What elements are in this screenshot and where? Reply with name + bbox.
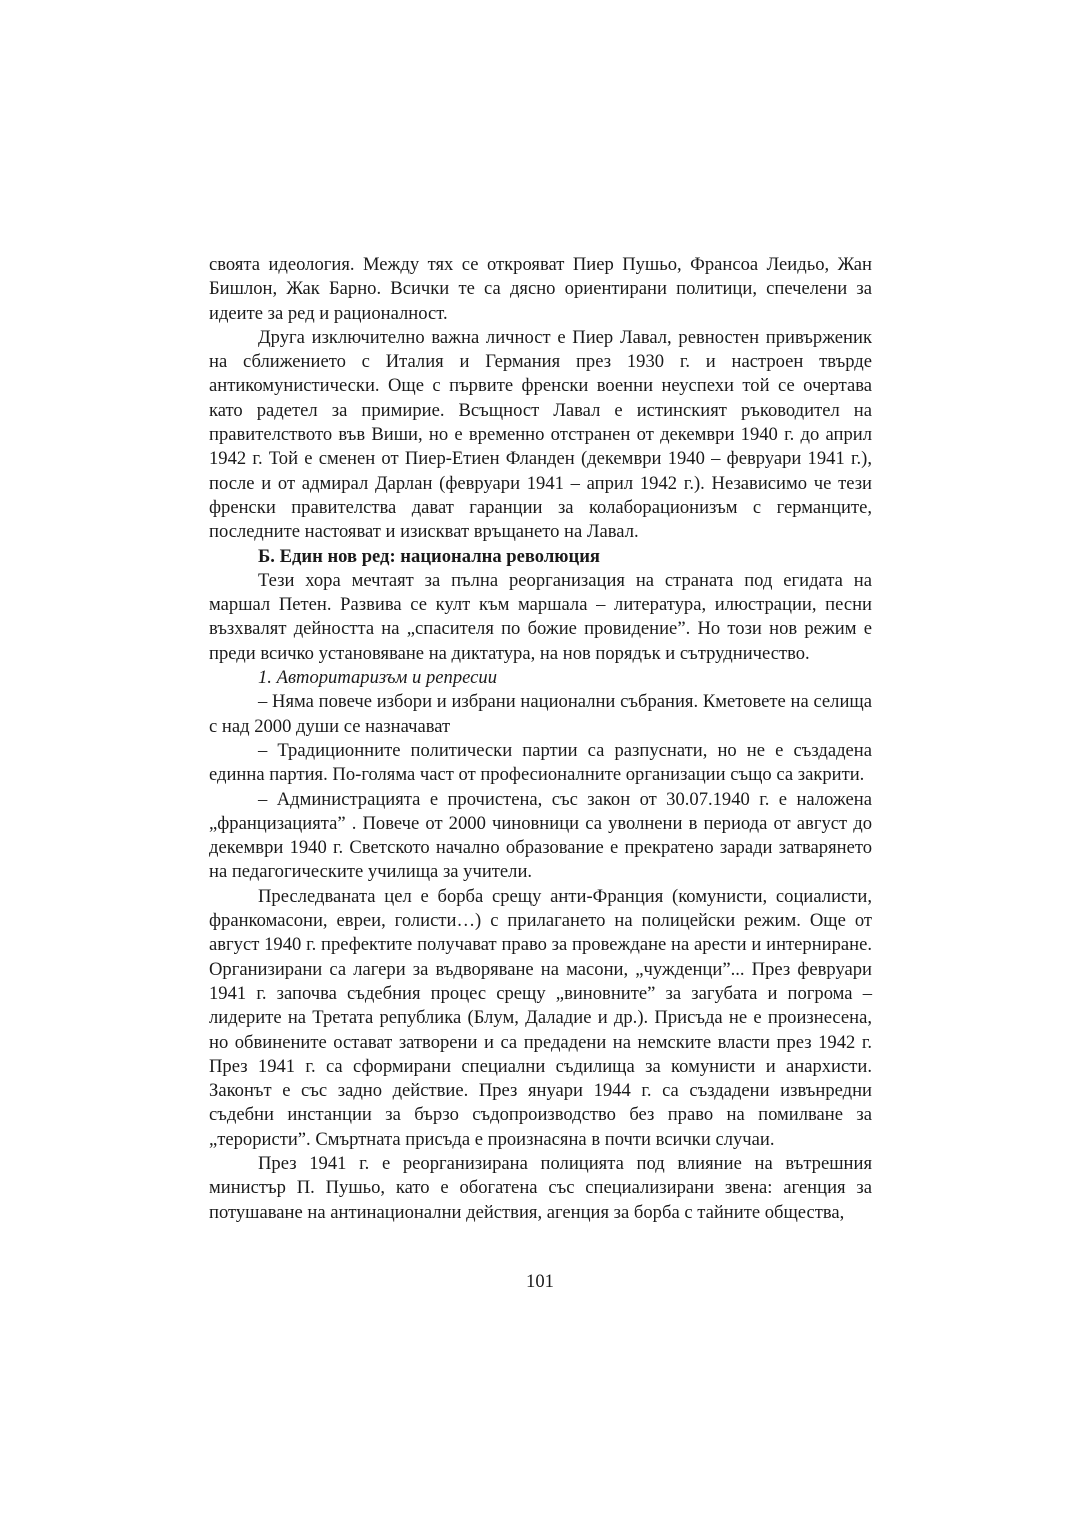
paragraph-laval: Друга изключително важна личност е Пиер Лавал, ревностен привърженик на сближението с Италия и Германия през 1930 г. и настроен твърде антикомунистически. Още с първите френски военни неуспехи той се очертава като радетел за примирие. Всъщност Лавал е истинският ръководител на правителството във Виши, но е временно отстранен от декември 1940 г. до април 1942 г. Той е сменен от Пиер-Етиен Фланден (декември 1940 – февруари 1941 г.), после и от адмирал Дарлан (февруари 1941 – април 1942 г.). Независимо че тези френски правителства дават гаранции за колаборационизъм с германците, последните настояват и изискват връщането на Лавал. — [209, 326, 872, 543]
paragraph-continuation: своята идеология. Между тях се открояват Пиер Пушьо, Франсоа Леидьо, Жан Бишлон, Жак Барно. Всички те са дясно ориентирани политици, спечелени за идеите за ред и рационалност. — [209, 254, 872, 324]
paragraph-repression: Преследваната цел е борба срещу анти-Франция (комунисти, социалисти, франкомасони, евреи, голисти…) с прилагането на полицейски режим. Още от август 1940 г. префектите получават право за провеждане на арести и интерниране. Организирани са лагери за въдворяване на масони, „чужденци”... През февруари 1941 г. започва съдебния процес срещу „виновните” за загубата и погрома – лидерите на Третата република (Блум, Даладие и др.). Присъда не е произнесена, но обвинените остават затворени и са предадени на немските власти през 1942 г. През 1941 г. са сформирани специални съдилища за комунисти и анархисти. Законът е със задно действие. През януари 1944 г. са създадени извънредни съдебни инстанции за бързо съдопроизводство без право на помилване за „терористи”. Смъртната присъда е произнасяна в почти всички случаи. — [209, 885, 872, 1150]
paragraph-reorganization: Тези хора мечтаят за пълна реорганизация на страната под егидата на маршал Петен. Развива се култ към маршала – литература, илюстрации, песни възхвалят дейността на „спасителя по божие провидение”. Но този нов режим е преди всичко установяване на диктатура, на нов порядък и сътрудничество. — [209, 569, 872, 664]
list-item-administration: – Администрацията е прочистена, със закон от 30.07.1940 г. е наложена „францизацията” . Повече от 2000 чиновници са уволнени в периода от август до декември 1940 г. Светското начално образование е прекратено заради затварянето на педагогическите училища за учители. — [209, 788, 872, 883]
subheading-authoritarianism: 1. Авторитаризъм и репресии — [258, 667, 498, 689]
list-item-parties: – Традиционните политически партии са разпуснати, но не е създадена единна партия. По-голяма част от професионалните организации също са закрити. — [209, 739, 872, 786]
list-item-elections: – Няма повече избори и избрани национални събрания. Кметовете на селища с над 2000 души се назначават — [209, 691, 872, 737]
page-number: 101 — [526, 1271, 554, 1292]
body-text — [209, 253, 872, 1225]
section-heading: Б. Един нов ред: национална революция — [258, 545, 600, 567]
paragraph-police: През 1941 г. е реорганизирана полицията под влияние на вътрешния министър П. Пушьо, като е обогатена със специализирани звена: агенция за потушаване на антинационални действия, агенция за борба с тайните общества, — [209, 1152, 872, 1223]
